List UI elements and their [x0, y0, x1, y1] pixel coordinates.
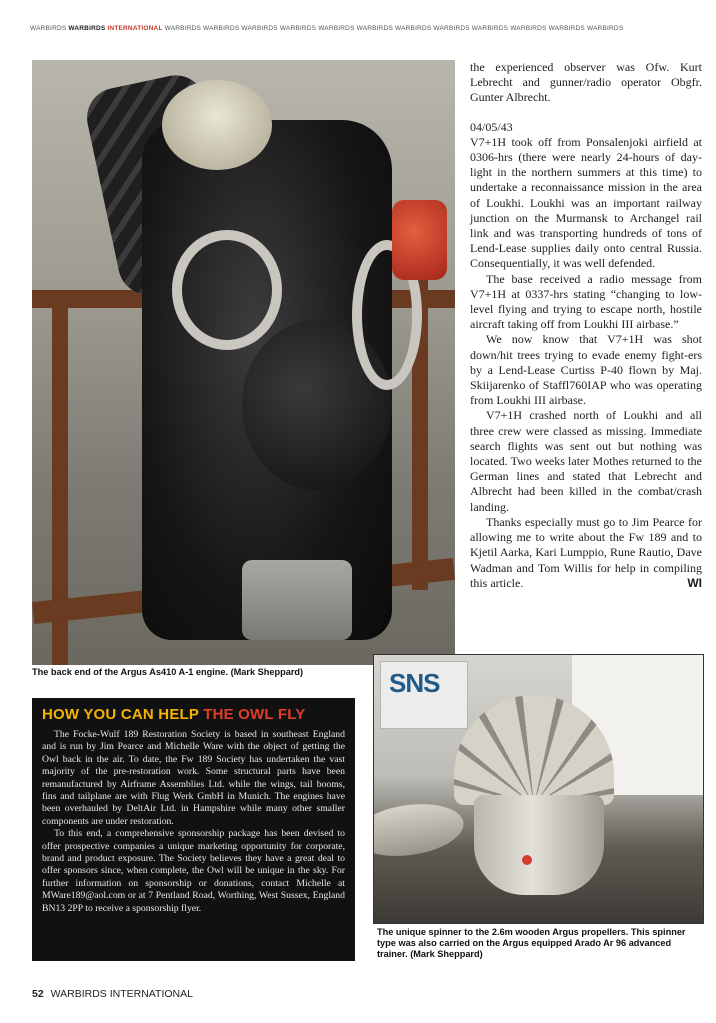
- article-paragraph-2: V7+1H took off from Ponsalenjoki airfield at 0306-hrs (there were nearly 24-hours of day-light in the northern summers at this time) to undertake a reconnaissance mission in the area of Loukhi. Loukhi was an important railway junction on the Murmansk to Archangel rail link and was transporting hundreds of tons of Lend-Lease supplies daily onto central Russia. Consequentially, it was well defended.: [470, 134, 702, 271]
- sidebar-box: [32, 698, 355, 961]
- sidebar-body: [42, 729, 345, 915]
- sns-logo: SNS: [389, 668, 440, 698]
- publication-name: WARBIRDS INTERNATIONAL: [50, 988, 193, 1000]
- article-paragraph-5: V7+1H crashed north of Loukhi and all three crew were classed as missing. Immediate search flights was sent out but nothing was located. Two weeks later Mothes returned to the German lines and stated that Lebrecht and Albrecht had been killed in the combat/crash landing.: [470, 408, 702, 514]
- sidebar-paragraph-2: To this end, a comprehensive sponsorship package has been devised to offer prospective companies a unique marketing opportunity for corporate, brand and product exposure. The Society believes they have a great deal to offer sponsors since, when complete, the Owl will be unique in the sky. For further information on sponsorship or donations, contact Michelle at MWare189@aol.com or at 7 Pentland Road, Worthing, West Sussex, England BN13 2PP to receive a sponsorship flyer.: [42, 828, 345, 914]
- sidebar-title-accent: THE OWL FLY: [203, 706, 306, 723]
- running-head-prefix: WARBIRDS: [30, 25, 67, 32]
- fire-extinguisher: [392, 200, 447, 280]
- sidebar-title: [42, 706, 345, 723]
- running-head-repeat: WARBIRDS WARBIRDS WARBIRDS WARBIRDS WARBIRDS WARBIRDS WARBIRDS WARBIRDS WARBIRDS WARBIRDS WARBIRDS WARBIRDS: [164, 25, 624, 32]
- article-column: [470, 60, 702, 591]
- running-head-brand-highlight: INTERNATIONAL: [107, 25, 163, 32]
- article-paragraph-6-text: Thanks especially must go to Jim Pearce for allowing me to write about the Fw 189 and to Kjetil Aarka, Kari Lumppio, Rune Rautio, Dave Wadman and Tom Willis for help in compiling this article.: [470, 514, 702, 590]
- running-head-brand: WARBIRDS: [68, 25, 106, 32]
- article-dateline: 04/05/43: [470, 119, 513, 134]
- spinner-photo-caption: The unique spinner to the 2.6m wooden Argus propellers. This spinner type was also carried on the Argus equipped Arado Ar 96 advanced trainer. (Mark Sheppard): [377, 927, 686, 960]
- end-mark: WI: [687, 575, 702, 590]
- page-footer: [32, 988, 193, 1000]
- engine-gear-housing: [242, 560, 352, 640]
- sns-sign: [380, 661, 468, 729]
- running-head: [30, 25, 700, 32]
- spinner-photo: [373, 654, 704, 924]
- spinner-body: [474, 795, 604, 895]
- sidebar-title-main: HOW YOU CAN HELP: [42, 706, 199, 723]
- propeller-blade: [373, 798, 467, 863]
- engine-pipe: [172, 230, 282, 350]
- sidebar-paragraph-1: The Focke-Wulf 189 Restoration Society is based in southeast England and is run by Jim Pearce and Michelle Ware with the object of getting the Owl back in the air. To date, the Fw 189 Society has undertaken the vast majority of the pre-restoration work. Some structural parts have been remanufactured by Airframe Assemblies Ltd. while the wings, tail booms, fins and tailplane are with Flug Werk GmbH in Munich. The engines have been overhauled by DeltAir Ltd. in Hampshire while many other smaller components are under restoration.: [42, 729, 345, 827]
- engine-cowling: [162, 80, 272, 170]
- article-paragraph-1: the experienced observer was Ofw. Kurt Lebrecht and gunner/radio operator Obgfr. Gunter Albrecht.: [470, 60, 702, 105]
- article-paragraph-4: We now know that V7+1H was shot down/hit trees trying to evade enemy fight-ers by a Lend-Lease Curtiss P-40 flown by Maj. Skiijarenko of Staffl760IAP who was operating from Loukhi III airbase.: [470, 332, 702, 408]
- page-number: 52: [32, 988, 44, 1000]
- article-paragraph-6: [470, 515, 702, 591]
- spinner-red-mark: [522, 855, 532, 865]
- engine-photo-caption: The back end of the Argus As410 A-1 engine. (Mark Sheppard): [32, 667, 304, 677]
- article-paragraph-3: The base received a radio message from V7+1H at 0337-hrs stating “changing to low-level flying and trying to escape north, hostile aircraft taking off from Loukhi III airbase.”: [470, 271, 702, 332]
- engine-photo: [32, 60, 455, 665]
